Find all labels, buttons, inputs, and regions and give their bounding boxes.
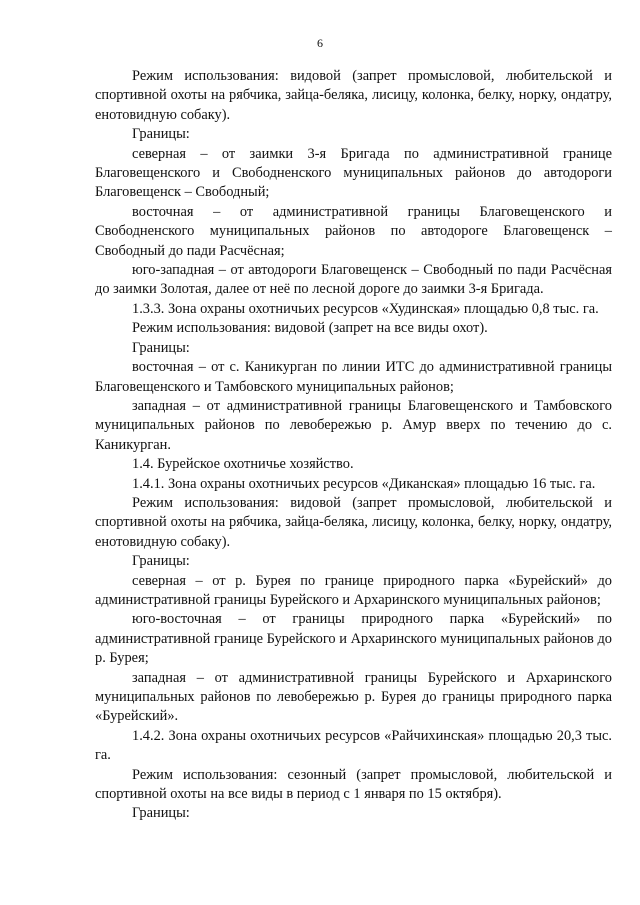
paragraph-boundary-southeast: юго-восточная – от границы природного парка «Бурейский» по административной границе Бурейского и Архаринского муниципальных районов до р. Бурея; — [95, 611, 612, 667]
paragraph-boundaries-heading: Границы: — [132, 805, 190, 822]
section-heading-1-4-1: 1.4.1. Зона охраны охотничьих ресурсов «Диканская» площадью 16 тыс. га. — [132, 475, 596, 492]
section-heading-1-4-2: 1.4.2. Зона охраны охотничьих ресурсов «Райчихинская» площадью 20,3 тыс. га. — [95, 727, 612, 764]
section-heading-1-3-3: 1.3.3. Зона охраны охотничьих ресурсов «Худинская» площадью 0,8 тыс. га. — [132, 300, 599, 317]
paragraph-usage-mode: Режим использования: сезонный (запрет промысловой, любительской и спортивной охоты на все виды в период с 1 января по 15 октября). — [95, 766, 612, 803]
paragraph-boundary-southwest: юго-западная – от автодороги Благовещенск – Свободный по пади Расчёсная до заимки Золотая, далее от неё по лесной дороге до заимки 3-я Бригада. — [95, 262, 612, 298]
paragraph-boundary-west: западная – от административной границы Бурейского и Архаринского муниципальных районов по левобережью р. Бурея до границы природного парка «Бурейский». — [95, 669, 612, 725]
document-body — [95, 67, 612, 824]
paragraph-boundary-east: восточная – от с. Каникурган по линии ИТС до административной границы Благовещенского и Тамбовского муниципальных районов; — [95, 359, 612, 395]
paragraph-usage-mode: Режим использования: видовой (запрет промысловой, любительской и спортивной охоты на рябчика, зайца-беляка, лисицу, колонка, белку, норку, ондатру, енотовидную собаку). — [95, 494, 612, 550]
page-number: 6 — [317, 36, 323, 50]
paragraph-boundary-north: северная – от заимки 3-я Бригада по административной границе Благовещенского и Свободненского муниципальных районов до автодороги Благовещенск – Свободный; — [95, 145, 612, 201]
paragraph-usage-mode: Режим использования: видовой (запрет на все виды охот). — [132, 320, 488, 337]
paragraph-boundaries-heading: Границы: — [132, 126, 190, 143]
paragraph-usage-mode: Режим использования: видовой (запрет промысловой, любительской и спортивной охоты на рябчика, зайца-беляка, лисицу, колонка, белку, норку, ондатру, енотовидную собаку). — [95, 68, 612, 123]
paragraph-boundaries-heading: Границы: — [132, 339, 190, 356]
paragraph-boundary-east: восточная – от административной границы Благовещенского и Свободненского муниципальных районов по автодороге Благовещенск – Свободный до пади Расчёсная; — [95, 203, 612, 259]
paragraph-boundaries-heading: Границы: — [132, 553, 190, 570]
paragraph-boundary-north: северная – от р. Бурея по границе природного парка «Бурейский» до административной границы Бурейского и Архаринского муниципальных районов; — [95, 572, 612, 608]
paragraph-boundary-west: западная – от административной границы Благовещенского и Тамбовского муниципальных районов по левобережью р. Амур вверх по течению до с. Каникурган. — [95, 397, 612, 453]
section-heading-1-4: 1.4. Бурейское охотничье хозяйство. — [132, 456, 354, 473]
